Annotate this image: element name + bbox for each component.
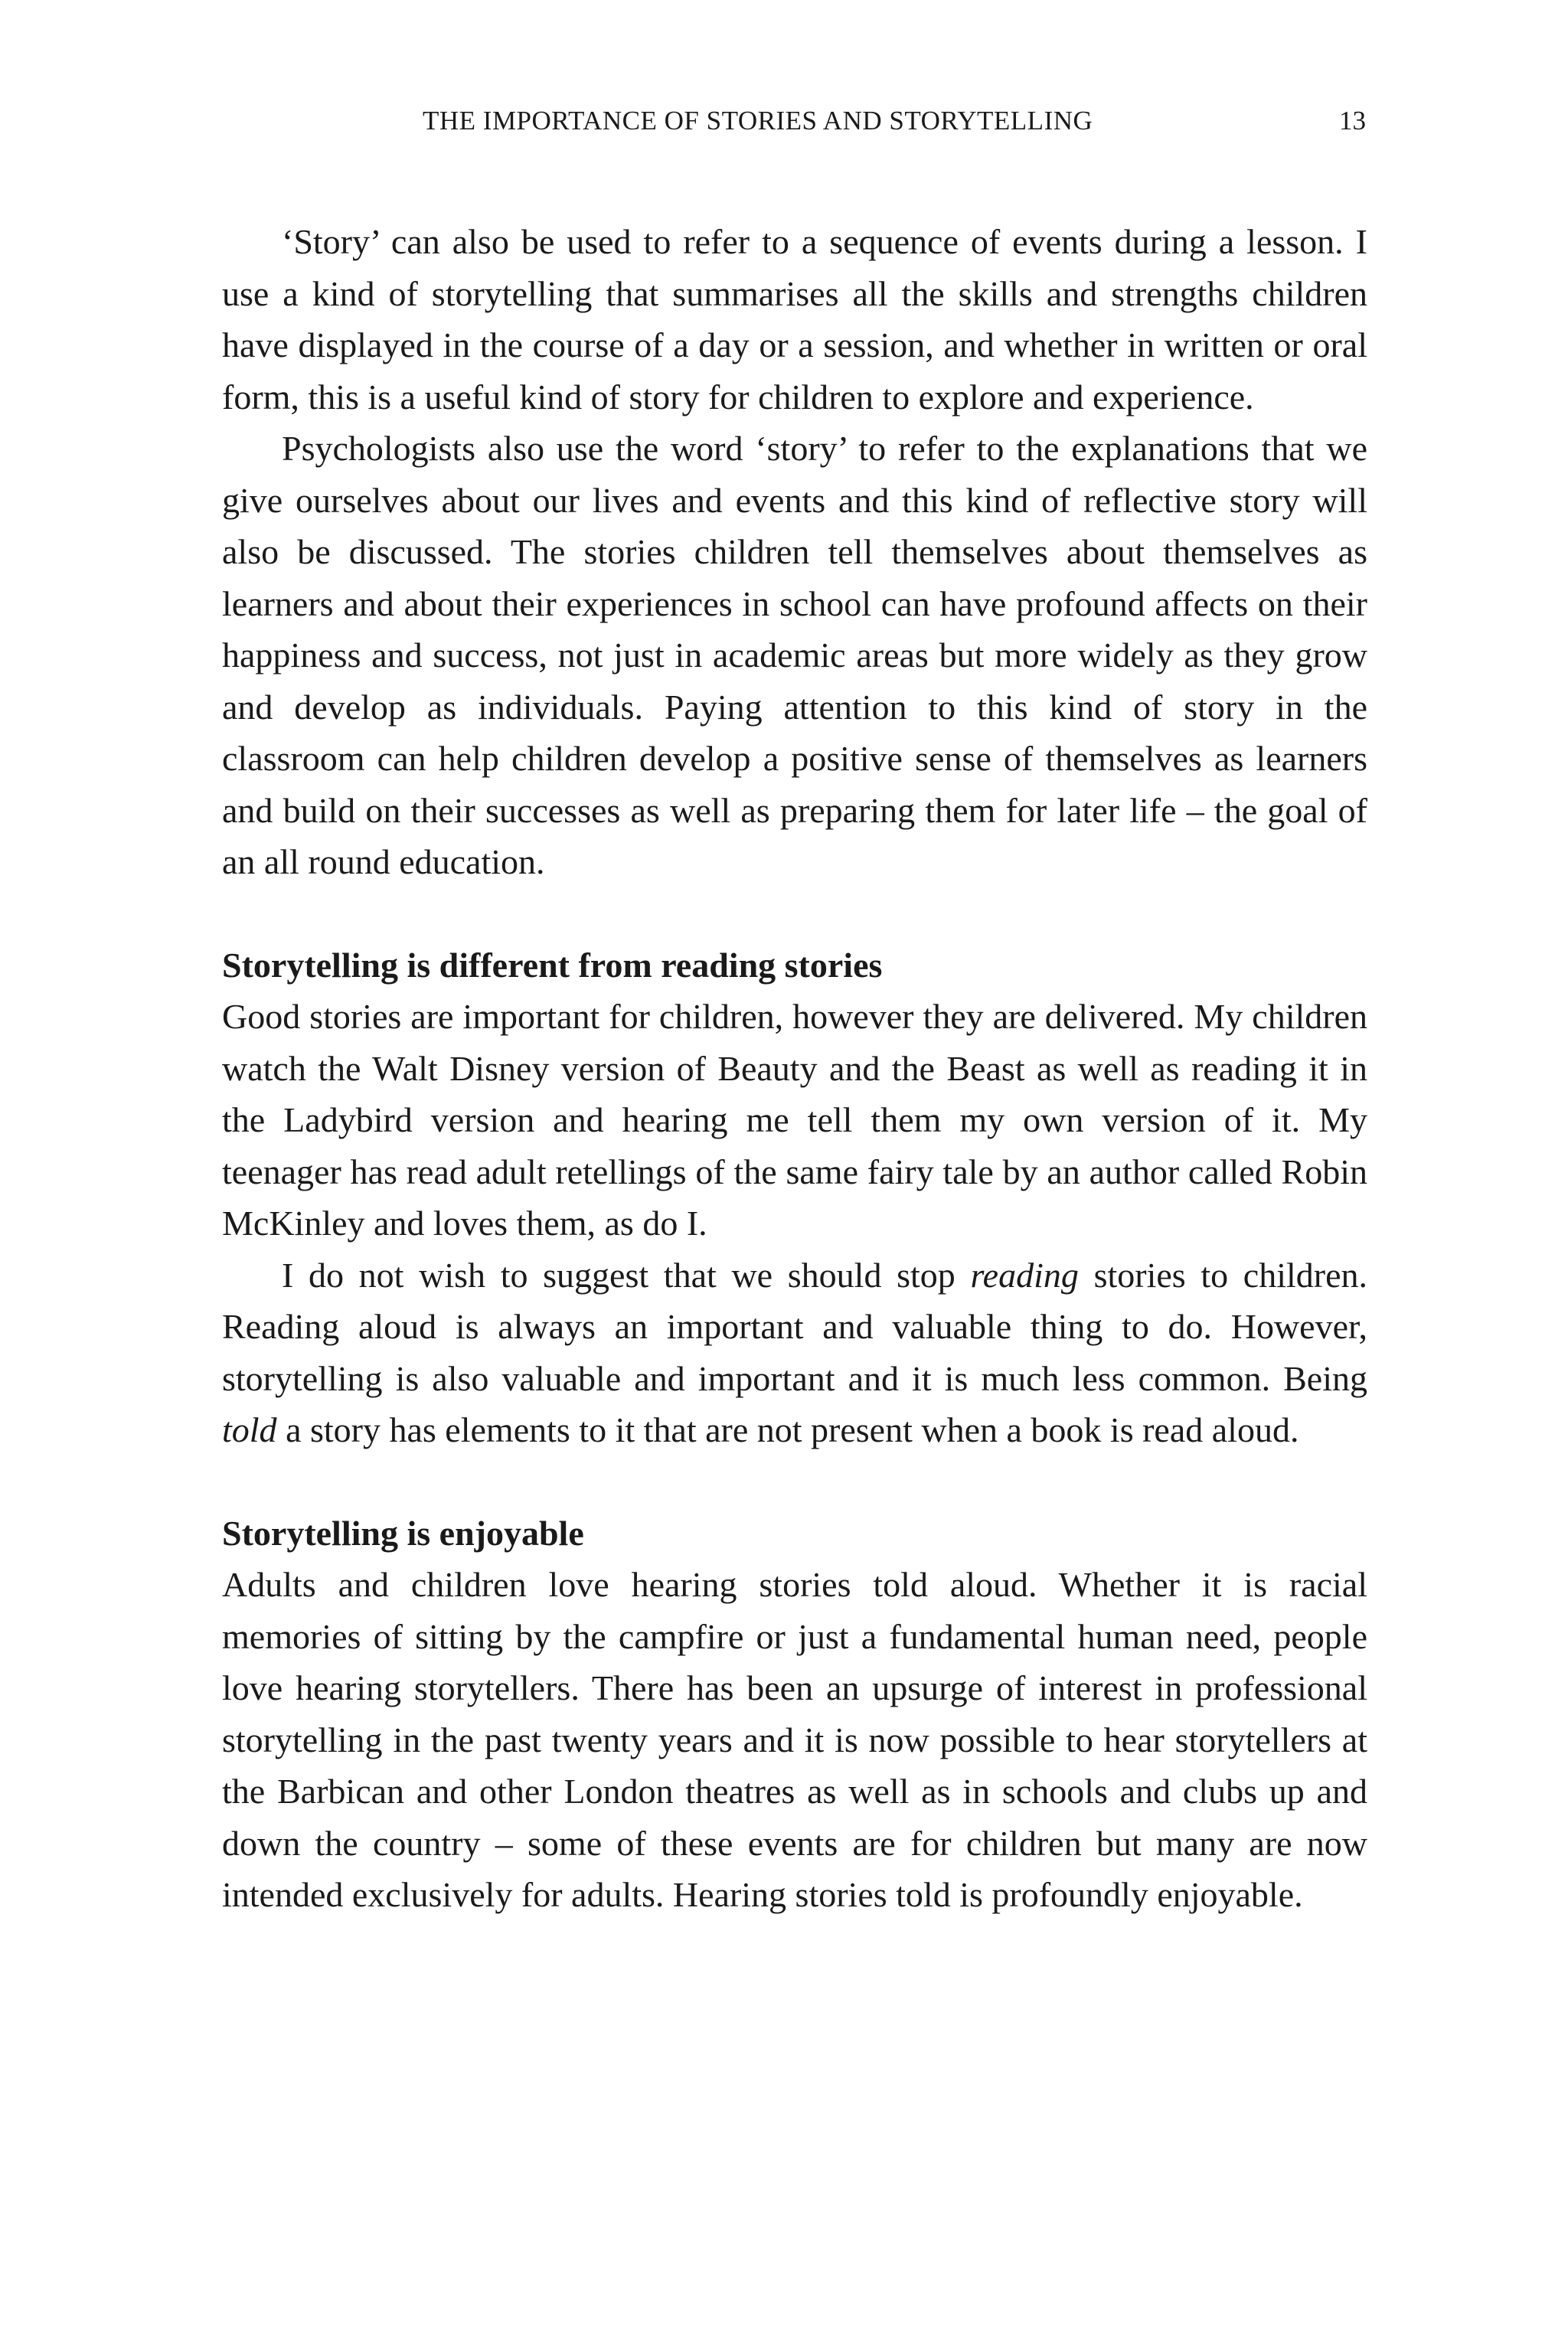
section-heading: Storytelling is enjoyable xyxy=(222,1513,584,1553)
section-heading: Storytelling is different from reading stories xyxy=(222,945,883,985)
paragraph xyxy=(222,1250,1367,1456)
page-body xyxy=(222,216,1367,1921)
section-storytelling-enjoyable xyxy=(222,1508,1367,1921)
emphasis: reading xyxy=(970,1255,1079,1295)
section-storytelling-different xyxy=(222,939,1367,1456)
text-run: a story has elements to it that are not present when a book is read aloud. xyxy=(276,1410,1299,1449)
page-number: 13 xyxy=(1339,106,1366,136)
paragraph: Adults and children love hearing stories told aloud. Whether it is racial memories of sitting by the campfire or just a fundamental human need, people love hearing storytellers. There has been an upsurge of interest in professional storytelling in the past twenty years and it is now possible to hear storytellers at the Barbican and other London theatres as well as in schools and clubs up and down the country – some of these events are for children but many are now intended exclusively for adults. Hearing stories told is profoundly enjoyable. xyxy=(222,1565,1367,1914)
paragraph: Psychologists also use the word ‘story’ to refer to the explanations that we give ourselves about our lives and events and this kind of reflective story will also be discussed. The stories children tell themselves about themselves as learners and about their experiences in school can have profound affects on their happiness and success, not just in academic areas but more widely as they grow and develop as individuals. Paying attention to this kind of story in the classroom can help children develop a positive sense of themselves as learners and build on their successes as well as preparing them for later life – the goal of an all round education. xyxy=(222,429,1367,881)
text-run: I do not wish to suggest that we should stop xyxy=(282,1255,971,1295)
emphasis: told xyxy=(222,1410,277,1449)
text-run: stories to children. Reading aloud is always an important and valuable thing to do. However, storytelling is also valuable and important and it is much less common. Being xyxy=(222,1255,1367,1398)
paragraph: Good stories are important for children, however they are delivered. My children watch the Walt Disney version of Beauty and the Beast as well as reading it in the Ladybird version and hearing me tell them my own version of it. My teenager has read adult retellings of the same fairy tale by an author called Robin McKinley and loves them, as do I. xyxy=(222,997,1367,1243)
paragraph: ‘Story’ can also be used to refer to a sequence of events during a lesson. I use a kind of storytelling that summarises all the skills and strengths children have displayed in the course of a day or a session, and whether in written or oral form, this is a useful kind of story for children to explore and experience. xyxy=(222,222,1367,416)
running-head: THE IMPORTANCE OF STORIES AND STORYTELLING xyxy=(423,106,1093,136)
